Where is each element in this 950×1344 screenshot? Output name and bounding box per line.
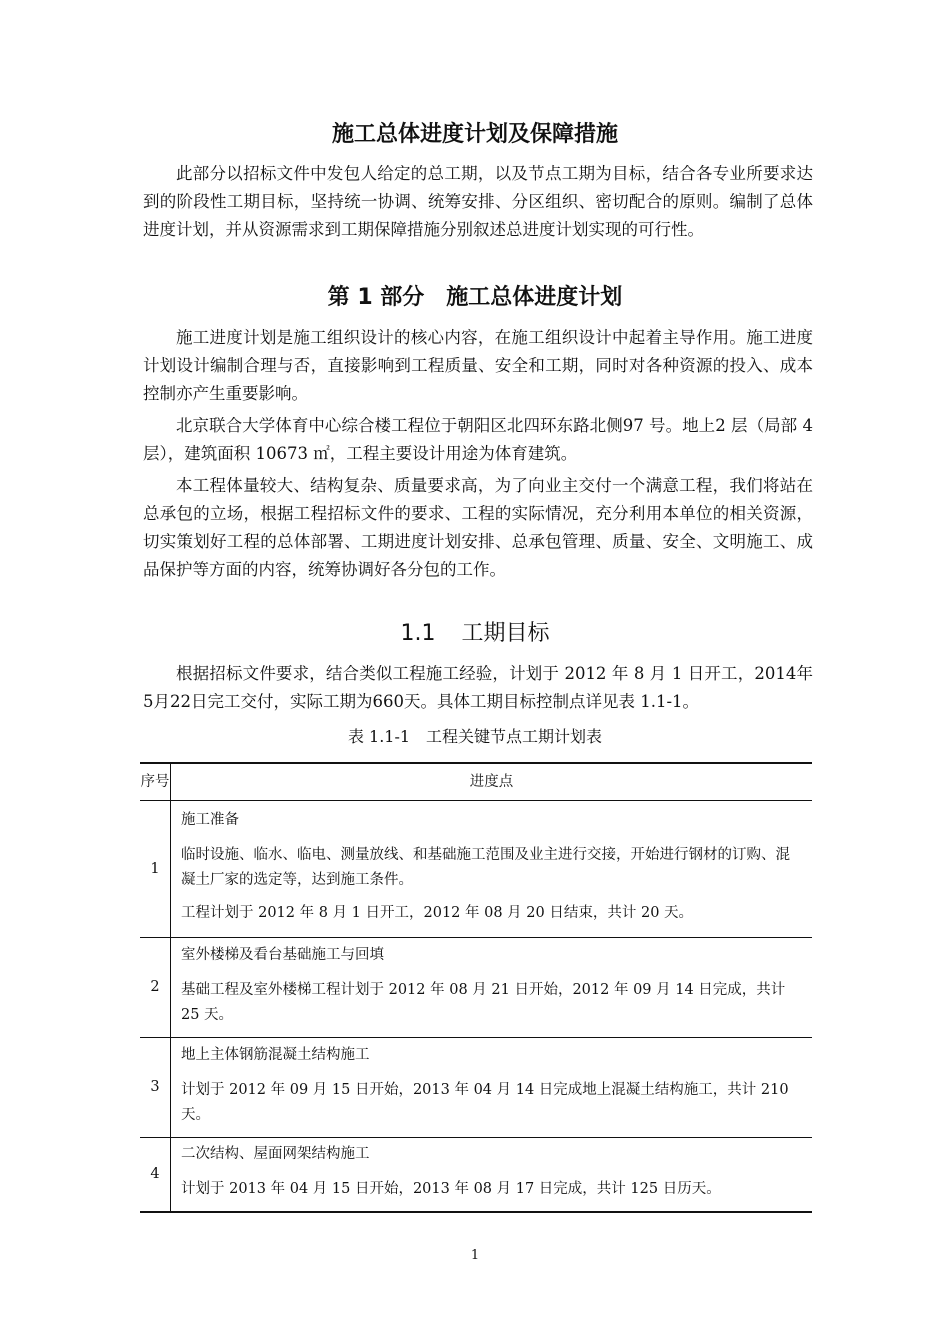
body-paragraph: 施工进度计划是施工组织设计的核心内容，在施工组织设计中起着主导作用。施工进度计划设计编制合理与否，直接影响到工程质量、安全和工期，同时对各种资源的投入、成本控制亦产生重要影响。	[143, 328, 813, 403]
table-row	[140, 1038, 812, 1138]
milestone-detail: 临时设施、临水、临电、测量放线、和基础施工范围及业主进行交接，开始进行钢材的订购、混凝土厂家的选定等，达到施工条件。	[181, 847, 790, 888]
milestone-cell	[171, 1038, 813, 1138]
milestone-cell	[171, 1138, 813, 1212]
column-header-milestone: 进度点	[171, 763, 813, 801]
document-title: 施工总体进度计划及保障措施	[331, 122, 618, 147]
milestone-stage: 施工准备	[181, 812, 239, 828]
column-header-no: 序号	[140, 763, 171, 801]
schedule-table	[140, 762, 812, 1213]
table-row	[140, 1138, 812, 1212]
row-number: 3	[140, 1038, 171, 1138]
table-row	[140, 938, 812, 1038]
row-number: 1	[140, 801, 171, 938]
table-caption: 表 1.1-1 工程关键节点工期计划表	[347, 727, 603, 746]
table-row	[140, 801, 812, 938]
section-heading	[0, 616, 950, 647]
milestone-stage: 室外楼梯及看台基础施工与回填	[181, 947, 384, 963]
milestone-stage: 二次结构、屋面网架结构施工	[181, 1146, 370, 1163]
body-paragraph: 北京联合大学体育中心综合楼工程位于朝阳区北四环东路北侧97 号。地上2 层（局部 4 层），建筑面积 10673 ㎡，工程主要设计用途为体育建筑。	[143, 416, 813, 463]
milestone-cell	[171, 801, 813, 938]
milestone-schedule: 工程计划于 2012 年 8 月 1 日开工，2012 年 08 月 20 日结束，共计 20 天。	[181, 905, 694, 921]
milestone-stage: 地上主体钢筋混凝土结构施工	[181, 1047, 370, 1063]
intro-paragraph: 此部分以招标文件中发包人给定的总工期，以及节点工期为目标，结合各专业所要求达到的阶段性工期目标，坚持统一协调、统筹安排、分区组织、密切配合的原则。编制了总体进度计划，并从资源需求到工期保障措施分别叙述总进度计划实现的可行性。	[143, 164, 813, 239]
table-header-row	[140, 763, 812, 801]
row-number: 4	[140, 1138, 171, 1212]
page-number: 1	[470, 1248, 480, 1263]
body-paragraph: 本工程体量较大、结构复杂、质量要求高，为了向业主交付一个满意工程，我们将站在总承包的立场，根据工程招标文件的要求、工程的实际情况，充分利用本单位的相关资源，切实策划好工程的总体部署、工期进度计划安排、总承包管理、质量、安全、文明施工、成品保护等方面的内容，统筹协调好各分包的工作。	[143, 476, 813, 579]
milestone-cell	[171, 938, 813, 1038]
section-paragraph: 根据招标文件要求，结合类似工程施工经验，计划于 2012 年 8 月 1 日开工，2014年5月22日完工交付，实际工期为660天。具体工期目标控制点详见表 1.1-1。	[143, 664, 813, 711]
milestone-detail: 计划于 2013 年 04 月 15 日开始，2013 年 08 月 17 日完成，共计 125 日历天。	[181, 1181, 721, 1198]
section-title: 工期目标	[461, 621, 550, 646]
part-heading: 第 1 部分 施工总体进度计划	[327, 285, 623, 310]
milestone-detail: 基础工程及室外楼梯工程计划于 2012 年 08 月 21 日开始，2012 年 09 月 14 日完成，共计 25 天。	[181, 982, 786, 1023]
milestone-detail: 计划于 2012 年 09 月 15 日开始，2013 年 04 月 14 日完成地上混凝土结构施工，共计 210 天。	[181, 1082, 789, 1123]
section-number: 1.1	[400, 621, 436, 646]
row-number: 2	[140, 938, 171, 1038]
